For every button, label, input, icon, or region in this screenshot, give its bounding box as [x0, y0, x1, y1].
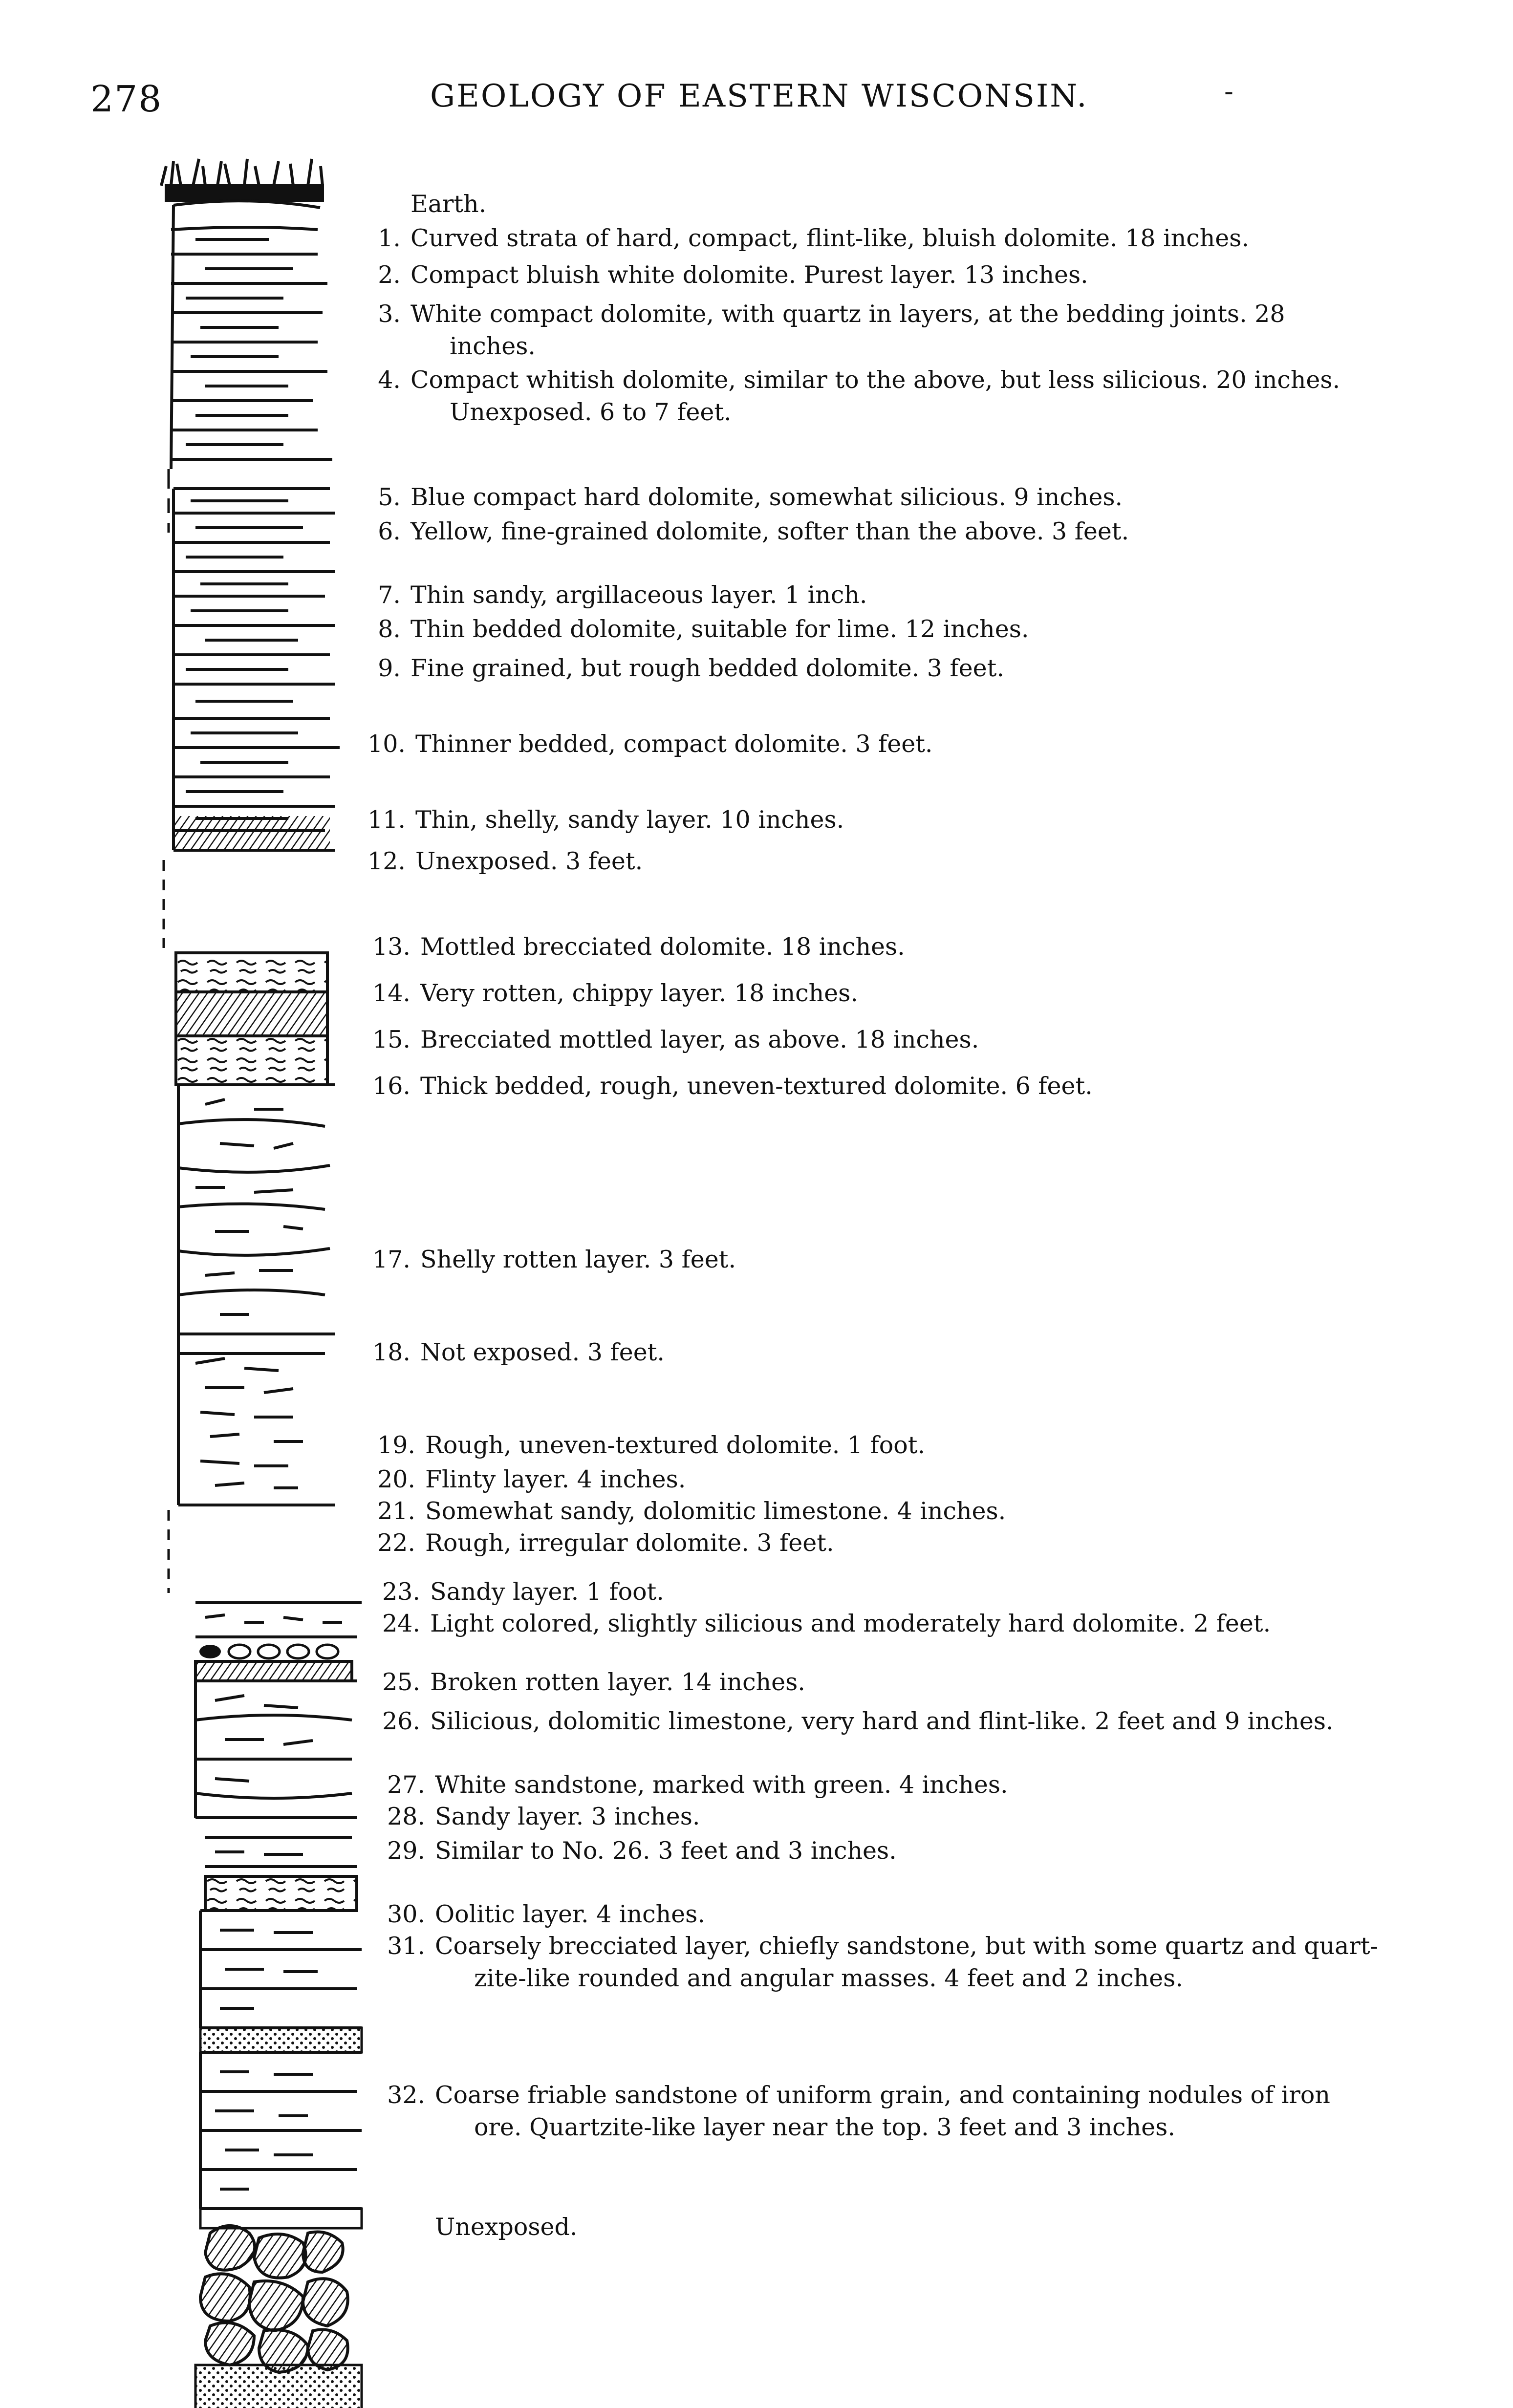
entry-number: 3.: [378, 300, 401, 328]
entry-text-line: Thin bedded dolomite, suitable for lime. 12 inches.: [411, 615, 1029, 643]
entry-number: 5.: [378, 483, 401, 511]
entry-text-line: Shelly rotten layer. 3 feet.: [420, 1246, 736, 1273]
entry-number: 28.: [387, 1803, 425, 1830]
beds-13-17: [176, 953, 335, 1505]
entry-text-line: Sandy layer. 1 foot.: [430, 1578, 664, 1606]
entry-text-line: ore. Quartzite-like layer near the top. 3 feet and 3 inches.: [474, 2113, 1175, 2141]
entry-text-line: Fine grained, but rough bedded dolomite. 3 feet.: [411, 654, 1004, 682]
page-number: 278: [90, 78, 163, 120]
beds-30-32: [195, 2209, 362, 2408]
entry-number: 14.: [372, 979, 411, 1007]
entry-number: 18.: [372, 1338, 411, 1366]
entry-number: 10.: [367, 730, 406, 758]
entry-number: 4.: [378, 366, 401, 394]
beds-1-4: [171, 201, 332, 469]
entry-text-line: Light colored, slightly silicious and moderately hard dolomite. 2 feet.: [430, 1610, 1271, 1637]
beds-5-11: [173, 489, 340, 850]
entry-number: 11.: [367, 806, 406, 834]
entry-text-line: Unexposed. 3 feet.: [415, 847, 643, 875]
entry-text-line: Silicious, dolomitic limestone, very hard and flint-like. 2 feet and 9 inches.: [430, 1707, 1334, 1735]
entry-number: 29.: [387, 1837, 425, 1865]
corner-mark: -: [1224, 76, 1233, 108]
entry-number: 16.: [372, 1072, 411, 1100]
entry-number: 20.: [377, 1465, 415, 1493]
entry-number: 22.: [377, 1529, 415, 1557]
entry-text-line: zite-like rounded and angular masses. 4 feet and 2 inches.: [474, 1964, 1183, 1992]
entry-number: 19.: [377, 1431, 415, 1459]
entry-text-line: Brecciated mottled layer, as above. 18 inches.: [420, 1026, 979, 1054]
entry-text-line: Curved strata of hard, compact, flint-like, bluish dolomite. 18 inches.: [411, 224, 1250, 252]
entry-text-line: Rough, irregular dolomite. 3 feet.: [425, 1529, 834, 1557]
entry-text-line: Broken rotten layer. 14 inches.: [430, 1668, 805, 1696]
entry-text-line: Blue compact hard dolomite, somewhat silicious. 9 inches.: [411, 483, 1123, 511]
entry-number: 31.: [387, 1932, 425, 1960]
entry-text-line: Sandy layer. 3 inches.: [435, 1803, 700, 1830]
entry-text-line: Thin sandy, argillaceous layer. 1 inch.: [411, 581, 867, 609]
entry-text-line: Yellow, fine-grained dolomite, softer than the above. 3 feet.: [411, 517, 1129, 545]
entry-number: 15.: [372, 1026, 411, 1054]
entry-text-line: Unexposed.: [435, 2213, 578, 2241]
entry-text-line: Coarse friable sandstone of uniform grain, and containing nodules of iron: [435, 2081, 1330, 2109]
entry-text-line: Similar to No. 26. 3 feet and 3 inches.: [435, 1837, 897, 1865]
entry-text-line: Mottled brecciated dolomite. 18 inches.: [420, 933, 905, 961]
entry-number: 30.: [387, 1900, 425, 1928]
entry-text-line: Somewhat sandy, dolomitic limestone. 4 inches.: [425, 1497, 1006, 1525]
entry-number: 9.: [378, 654, 401, 682]
entry-number: 25.: [382, 1668, 420, 1696]
running-title: GEOLOGY OF EASTERN WISCONSIN.: [430, 78, 1088, 114]
entry-number: 23.: [382, 1578, 420, 1606]
entry-number: 21.: [377, 1497, 415, 1525]
entry-text-line: Compact bluish white dolomite. Purest layer. 13 inches.: [411, 261, 1088, 289]
entry-text-line: Rough, uneven-textured dolomite. 1 foot.: [425, 1431, 926, 1459]
entry-text-line: Oolitic layer. 4 inches.: [435, 1900, 705, 1928]
entry-number: 17.: [372, 1246, 411, 1273]
entry-number: 13.: [372, 933, 411, 961]
entry-number: 26.: [382, 1707, 420, 1735]
entry-text-line: Earth.: [411, 190, 487, 218]
entry-text-line: Thick bedded, rough, uneven-textured dolomite. 6 feet.: [420, 1072, 1093, 1100]
entry-text-line: Compact whitish dolomite, similar to the above, but less silicious. 20 inches.: [411, 366, 1340, 394]
entry-text-line: Unexposed. 6 to 7 feet.: [450, 398, 732, 426]
entry-number: 24.: [382, 1610, 420, 1637]
grass-top-icon: [161, 159, 323, 200]
entry-number: 12.: [367, 847, 406, 875]
entry-number: 8.: [378, 615, 401, 643]
entry-text-line: Very rotten, chippy layer. 18 inches.: [420, 979, 858, 1007]
entry-text-line: inches.: [450, 332, 536, 360]
entry-text-line: Thin, shelly, sandy layer. 10 inches.: [415, 806, 844, 834]
entry-text-line: Not exposed. 3 feet.: [420, 1338, 665, 1366]
entry-number: 2.: [378, 261, 401, 289]
entry-number: 32.: [387, 2081, 425, 2109]
entry-number: 6.: [378, 517, 401, 545]
entry-text-line: Coarsely brecciated layer, chiefly sandstone, but with some quartz and quart-: [435, 1932, 1379, 1960]
entry-number: 7.: [378, 581, 401, 609]
entry-number: 27.: [387, 1771, 425, 1799]
entry-text-line: Flinty layer. 4 inches.: [425, 1465, 686, 1493]
entry-text-line: White compact dolomite, with quartz in layers, at the bedding joints. 28: [411, 300, 1285, 328]
entry-text-line: Thinner bedded, compact dolomite. 3 feet.: [415, 730, 933, 758]
entry-number: 1.: [378, 224, 401, 252]
beds-19-29: [195, 1603, 362, 2209]
entry-text-line: White sandstone, marked with green. 4 inches.: [435, 1771, 1008, 1799]
